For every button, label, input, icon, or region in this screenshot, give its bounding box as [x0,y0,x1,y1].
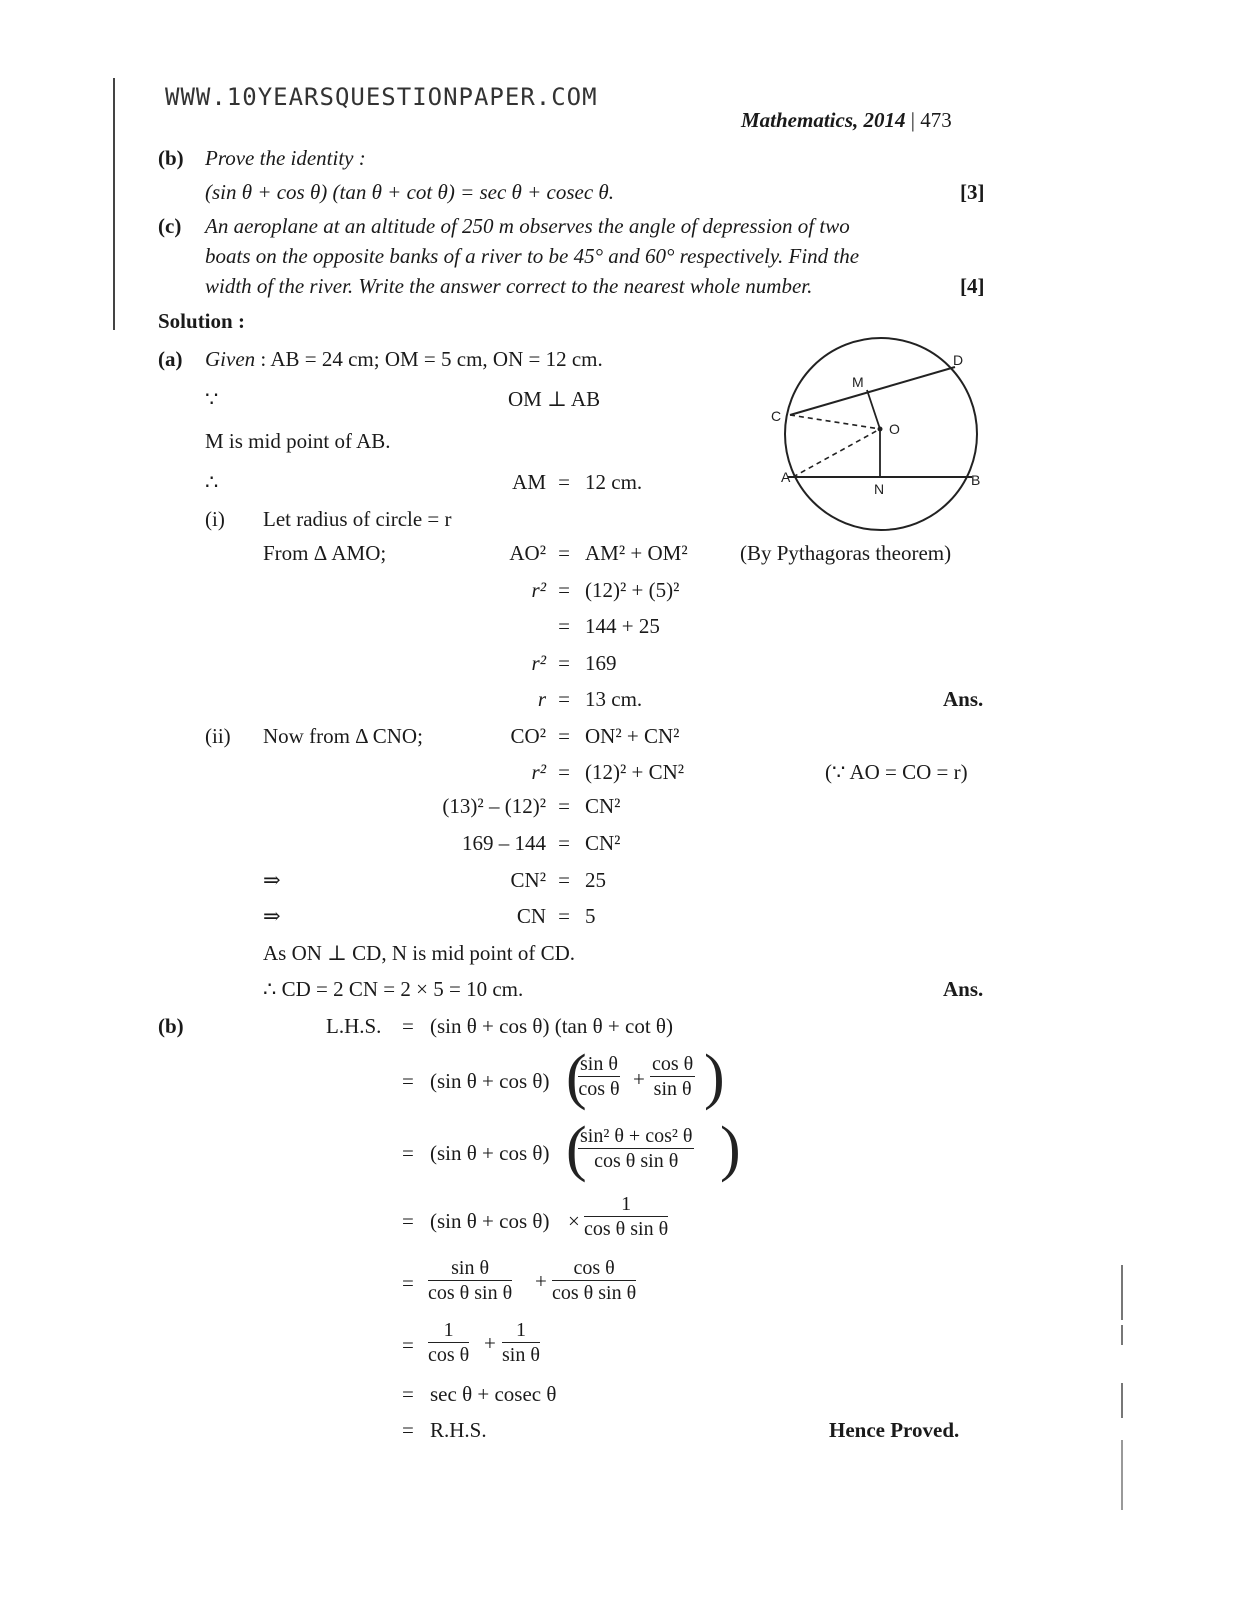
eq-row-sign: = [558,868,570,892]
solution-heading: Solution : [158,309,245,333]
eq-row-lhs: CN [516,904,546,928]
fraction-denominator: cos θ [578,1078,620,1100]
page-number: 473 [920,108,952,132]
eq-row-sign: = [558,541,570,565]
center-o-dot [878,427,883,432]
eq-sign: = [402,1209,414,1233]
header-separator: | [910,108,915,132]
fraction-numerator: sin θ [580,1053,618,1075]
because-symbol: ∵ [205,387,219,411]
eq-row-rhs: 13 cm. [585,687,643,711]
given-word: Given [205,347,256,371]
eq-sign: = [402,1141,414,1165]
eq-row-sign: = [558,904,570,928]
implies-symbol: ⇒ [263,904,281,928]
fraction-tan [578,1052,620,1101]
eq-row-rhs: (12)² + (5)² [585,578,680,602]
fraction-sum-squares [578,1124,694,1173]
eq-row-lhs: r² [531,578,546,602]
eq-sign: = [402,1271,414,1295]
fraction-numerator: cos θ [552,1256,636,1281]
left-paren: ( [566,1043,587,1111]
eq-row-rhs: AM² + OM² [585,541,688,565]
eq-row-sign: = [558,794,570,818]
eq-row-sign: = [558,831,570,855]
running-header [741,107,952,133]
eq-sign: = [402,1418,414,1442]
eq-sign: = [402,1333,414,1357]
eq-row-rhs: CN² [585,794,621,818]
eq-row-sign: = [558,760,570,784]
question-c-line1: An aeroplane at an altitude of 250 m observes the angle of depression of two [205,214,850,238]
fraction-denominator: sin θ [653,1078,692,1100]
sec-cosec-expression: sec θ + cosec θ [430,1382,557,1406]
am-rhs: 12 cm. [585,470,643,494]
eq-row-lhs: CO² [510,724,546,748]
eq-row-sign: = [558,614,570,638]
subject-year: Mathematics, 2014 [741,108,906,132]
factor-expression: (sin θ + cos θ) [430,1141,550,1165]
from-triangle-amo: From Δ AMO; [263,541,387,565]
factor-expression: (sin θ + cos θ) [430,1209,550,1233]
question-c-line3: width of the river. Write the answer correct to the nearest whole number. [205,274,813,298]
fraction-denominator: cos θ sin θ [594,1150,679,1172]
lhs-label: L.H.S. [326,1014,382,1038]
question-b-marks: [3] [960,180,985,204]
eq-row-lhs: 169 – 144 [462,831,546,855]
fraction-numerator: 1 [428,1318,469,1343]
on-perp-cd-statement: As ON ⊥ CD, N is mid point of CD. [263,941,576,965]
left-paren: ( [566,1115,587,1183]
right-paren: ) [720,1115,741,1183]
right-paren: ) [704,1043,725,1111]
plus-sign: + [484,1331,496,1355]
eq-sign: = [402,1382,414,1406]
eq-row-rhs: 5 [585,904,596,928]
scan-edge-marks [1115,1265,1127,1510]
om-perp-ab: OM ⊥ AB [508,387,601,411]
ao-co-note: (∵ AO = CO = r) [825,760,968,784]
step1-expression: (sin θ + cos θ) (tan θ + cot θ) [430,1014,673,1038]
times-sign: × [568,1209,580,1233]
fraction-denominator: sin θ [502,1344,540,1366]
rhs-label: R.H.S. [430,1418,487,1442]
fraction-numerator: sin θ [428,1256,512,1281]
question-b-identity: (sin θ + cos θ) (tan θ + cot θ) = sec θ + cosec θ. [205,180,614,204]
segment-om [867,390,880,429]
point-label-a: A [781,469,791,485]
plus-sign: + [535,1269,547,1293]
fraction-numerator: 1 [502,1318,540,1343]
solution-a-label: (a) [158,347,183,371]
question-b-prompt: Prove the identity : [205,146,366,170]
point-label-n: N [874,481,885,497]
hence-proved: Hence Proved. [829,1418,960,1442]
given-values: : AB = 24 cm; OM = 5 cm, ON = 12 cm. [255,347,603,371]
fraction-numerator: cos θ [652,1053,694,1075]
eq-sign: = [402,1069,414,1093]
fraction-sec [428,1318,469,1367]
segment-ao [793,429,880,477]
point-label-o: O [889,421,900,437]
fraction-denominator: cos θ [428,1344,470,1366]
eq-row-lhs: r [537,687,546,711]
from-triangle-cno: Now from Δ CNO; [263,724,423,748]
pythagoras-note: (By Pythagoras theorem) [740,541,952,565]
circle [785,338,977,530]
point-label-c: C [771,408,782,424]
let-radius: Let radius of circle = r [263,507,452,531]
eq-sign: = [402,1014,414,1038]
part-i-label: (i) [205,507,225,531]
cd-result: ∴ CD = 2 CN = 2 × 5 = 10 cm. [263,977,524,1001]
eq-row-lhs: (13)² – (12)² [442,794,546,818]
am-eq: = [558,470,570,494]
plus-sign: + [633,1067,645,1091]
am-lhs: AM [512,470,546,494]
fraction-denominator: cos θ sin θ [584,1218,669,1240]
fraction-sin-part [428,1256,512,1305]
answer-label-1: Ans. [943,687,984,711]
eq-row-rhs: 169 [585,651,617,675]
eq-row-sign: = [558,724,570,748]
eq-row-rhs: 144 + 25 [585,614,660,638]
eq-row-sign: = [558,687,570,711]
eq-row-sign: = [558,578,570,602]
therefore-symbol: ∴ [205,470,219,494]
eq-row-lhs: r² [531,760,546,784]
segment-co [790,415,880,429]
question-c-marks: [4] [960,274,985,298]
margin-line [113,78,115,330]
fraction-cot [650,1052,695,1101]
circle-diagram [771,345,1000,510]
implies-symbol: ⇒ [263,868,281,892]
part-ii-label: (ii) [205,724,231,748]
solution-a-given [205,346,603,372]
watermark-text: WWW.10YEARSQUESTIONPAPER.COM [165,83,598,111]
point-label-b: B [971,472,981,488]
eq-row-rhs: CN² [585,831,621,855]
eq-row-lhs: r² [531,651,546,675]
eq-row-sign: = [558,651,570,675]
eq-row-lhs: AO² [509,541,546,565]
fraction-denominator: cos θ sin θ [428,1282,513,1304]
fraction-reciprocal [584,1192,668,1241]
fraction-numerator: sin² θ + cos² θ [580,1125,693,1147]
point-label-m: M [852,374,864,390]
eq-row-lhs: CN² [510,868,546,892]
eq-row-rhs: 25 [585,868,606,892]
fraction-cosec [502,1318,540,1367]
fraction-cos-part [552,1256,636,1305]
question-c-label: (c) [158,214,182,238]
eq-row-rhs: (12)² + CN² [585,760,685,784]
factor-expression: (sin θ + cos θ) [430,1069,550,1093]
answer-label-2: Ans. [943,977,984,1001]
question-c-line2: boats on the opposite banks of a river to be 45° and 60° respectively. Find the [205,244,860,268]
eq-row-rhs: ON² + CN² [585,724,680,748]
midpoint-statement: M is mid point of AB. [205,429,391,453]
point-label-d: D [953,352,964,368]
question-b-label: (b) [158,146,184,170]
fraction-numerator: 1 [584,1192,668,1217]
fraction-denominator: cos θ sin θ [552,1282,637,1304]
solution-b-label: (b) [158,1014,184,1038]
